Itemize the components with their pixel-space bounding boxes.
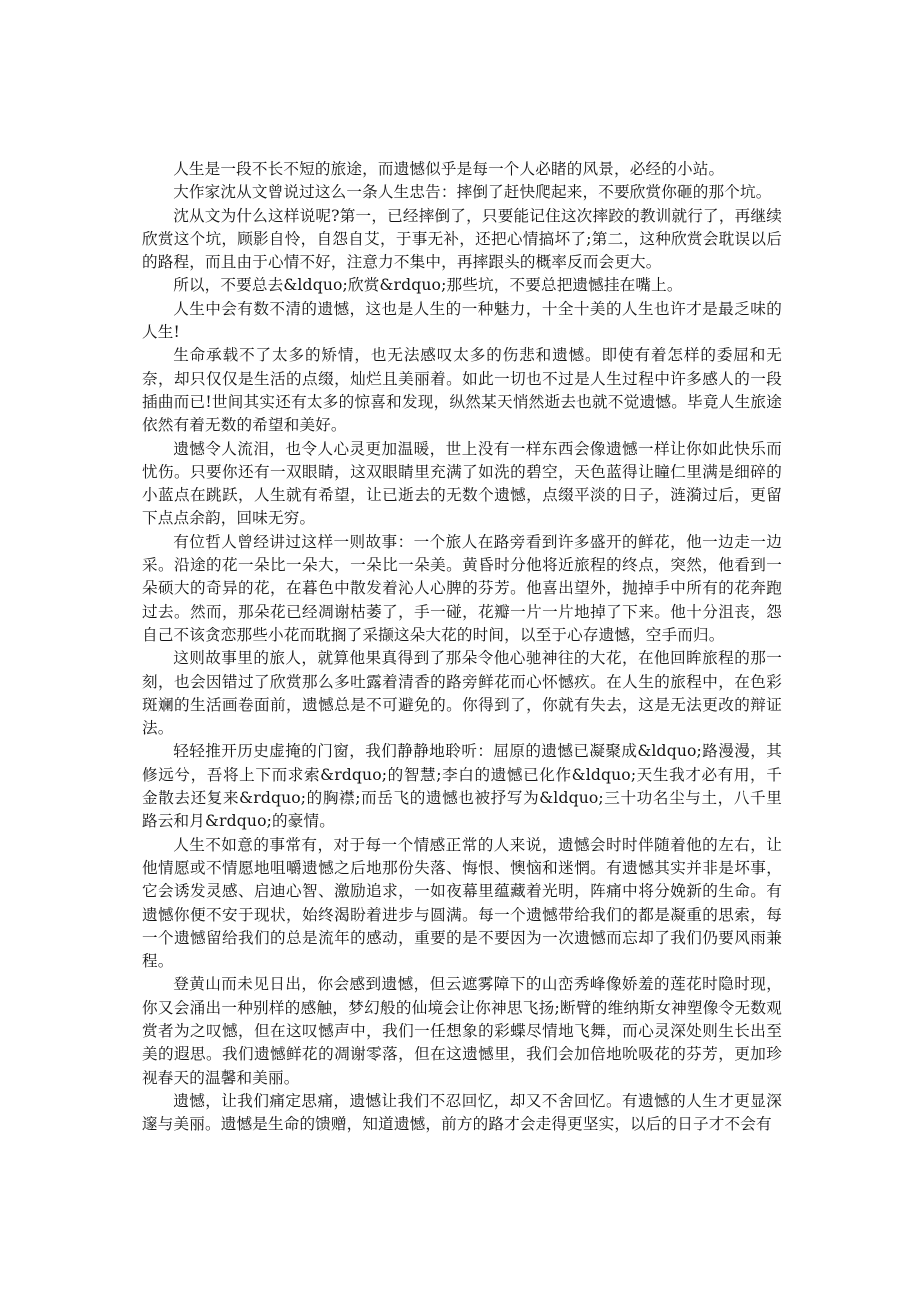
document-body	[142, 158, 782, 1136]
paragraph: 登黄山而未见日出，你会感到遗憾，但云遮雾障下的山峦秀峰像娇羞的莲花时隐时现，你又会涌出一种别样的感触，梦幻般的仙境会让你神思飞扬;断臂的维纳斯女神塑像令无数观赏者为之叹憾，但在这叹憾声中，我们一任想象的彩蝶尽情地飞舞，而心灵深处则生长出至美的遐思。我们遗憾鲜花的凋谢零落，但在这遗憾里，我们会加倍地吮吸花的芬芳，更加珍视春天的温馨和美丽。	[142, 975, 782, 1087]
paragraph: 人生是一段不长不短的旅途，而遗憾似乎是每一个人必睹的风景，必经的小站。	[173, 160, 725, 178]
paragraph: 沈从文为什么这样说呢?第一，已经摔倒了，只要能记住这次摔跤的教训就行了，再继续欣赏这个坑，顾影自怜，自怨自艾，于事无补，还把心情搞坏了;第二，这种欣赏会耽误以后的路程，而且由于心情不好，注意力不集中，再摔跟头的概率反而会更大。	[142, 206, 782, 272]
paragraph: 遗憾，让我们痛定思痛，遗憾让我们不忍回忆，却又不舍回忆。有遗憾的人生才更显深邃与美丽。遗憾是生命的馈赠，知道遗憾，前方的路才会走得更坚实，以后的日子才不会有	[142, 1091, 782, 1134]
paragraph: 轻轻推开历史虚掩的门窗，我们静静地聆听：屈原的遗憾已凝聚成&ldquo;路漫漫，其修远兮，吾将上下而求索&rdquo;的智慧;李白的遗憾已化作&ldquo;天生我才必有用，千金散去还复来&rdquo;的胸襟;而岳飞的遗憾也被抒写为&ldquo;三十功名尘与土，八千里路云和月&rdquo;的豪情。	[142, 742, 782, 831]
paragraph: 生命承载不了太多的矫情，也无法感叹太多的伤悲和遗憾。即使有着怎样的委屈和无奈，却只仅仅是生活的点缀，灿烂且美丽着。如此一切也不过是人生过程中许多感人的一段插曲而已!世间其实还有太多的惊喜和发现，纵然某天悄然逝去也就不觉遗憾。毕竟人生旅途依然有着无数的希望和美好。	[142, 346, 782, 435]
paragraph: 所以，不要总去&ldquo;欣赏&rdquo;那些坑，不要总把遗憾挂在嘴上。	[173, 276, 683, 295]
paragraph: 这则故事里的旅人，就算他果真得到了那朵令他心驰神往的大花，在他回眸旅程的那一刻，也会因错过了欣赏那么多吐露着清香的路旁鲜花而心怀憾疚。在人生的旅程中，在色彩斑斓的生活画卷面前，遗憾总是不可避免的。你得到了，你就有失去，这是无法更改的辩证法。	[142, 649, 782, 738]
paragraph: 人生不如意的事常有，对于每一个情感正常的人来说，遗憾会时时伴随着他的左右，让他情愿或不情愿地咀嚼遗憾之后地那份失落、悔恨、懊恼和迷惘。有遗憾其实并非是坏事，它会诱发灵感、启迪心智、激励追求，一如夜幕里蕴藏着光明，阵痛中将分娩新的生命。有遗憾你便不安于现状，始终渴盼着进步与圆满。每一个遗憾带给我们的都是凝重的思索，每一个遗憾留给我们的总是流年的感动，重要的是不要因为一次遗憾而忘却了我们仍要风雨兼程。	[142, 835, 782, 971]
paragraph: 遗憾令人流泪，也令人心灵更加温暖，世上没有一样东西会像遗憾一样让你如此快乐而忧伤。只要你还有一双眼睛，这双眼睛里充满了如洗的碧空，天色蓝得让瞳仁里满是细碎的小蓝点在跳跃，人生就有希望，让已逝去的无数个遗憾，点缀平淡的日子，涟漪过后，更留下点点余韵，回味无穷。	[142, 439, 782, 528]
paragraph: 大作家沈从文曾说过这么一条人生忠告：摔倒了赶快爬起来，不要欣赏你砸的那个坑。	[173, 183, 772, 202]
paragraph: 有位哲人曾经讲过这样一则故事：一个旅人在路旁看到许多盛开的鲜花，他一边走一边采。沿途的花一朵比一朵大，一朵比一朵美。黄昏时分他将近旅程的终点，突然，他看到一朵硕大的奇异的花，在暮色中散发着沁人心脾的芬芳。他喜出望外，抛掉手中所有的花奔跑过去。然而，那朵花已经凋谢枯萎了，手一碰，花瓣一片一片地掉了下来。他十分沮丧，怨自己不该贪恋那些小花而耽搁了采撷这朵大花的时间，以至于心存遗憾，空手而归。	[142, 532, 782, 644]
paragraph: 人生中会有数不清的遗憾，这也是人生的一种魅力，十全十美的人生也许才是最乏味的人生!	[142, 299, 782, 342]
